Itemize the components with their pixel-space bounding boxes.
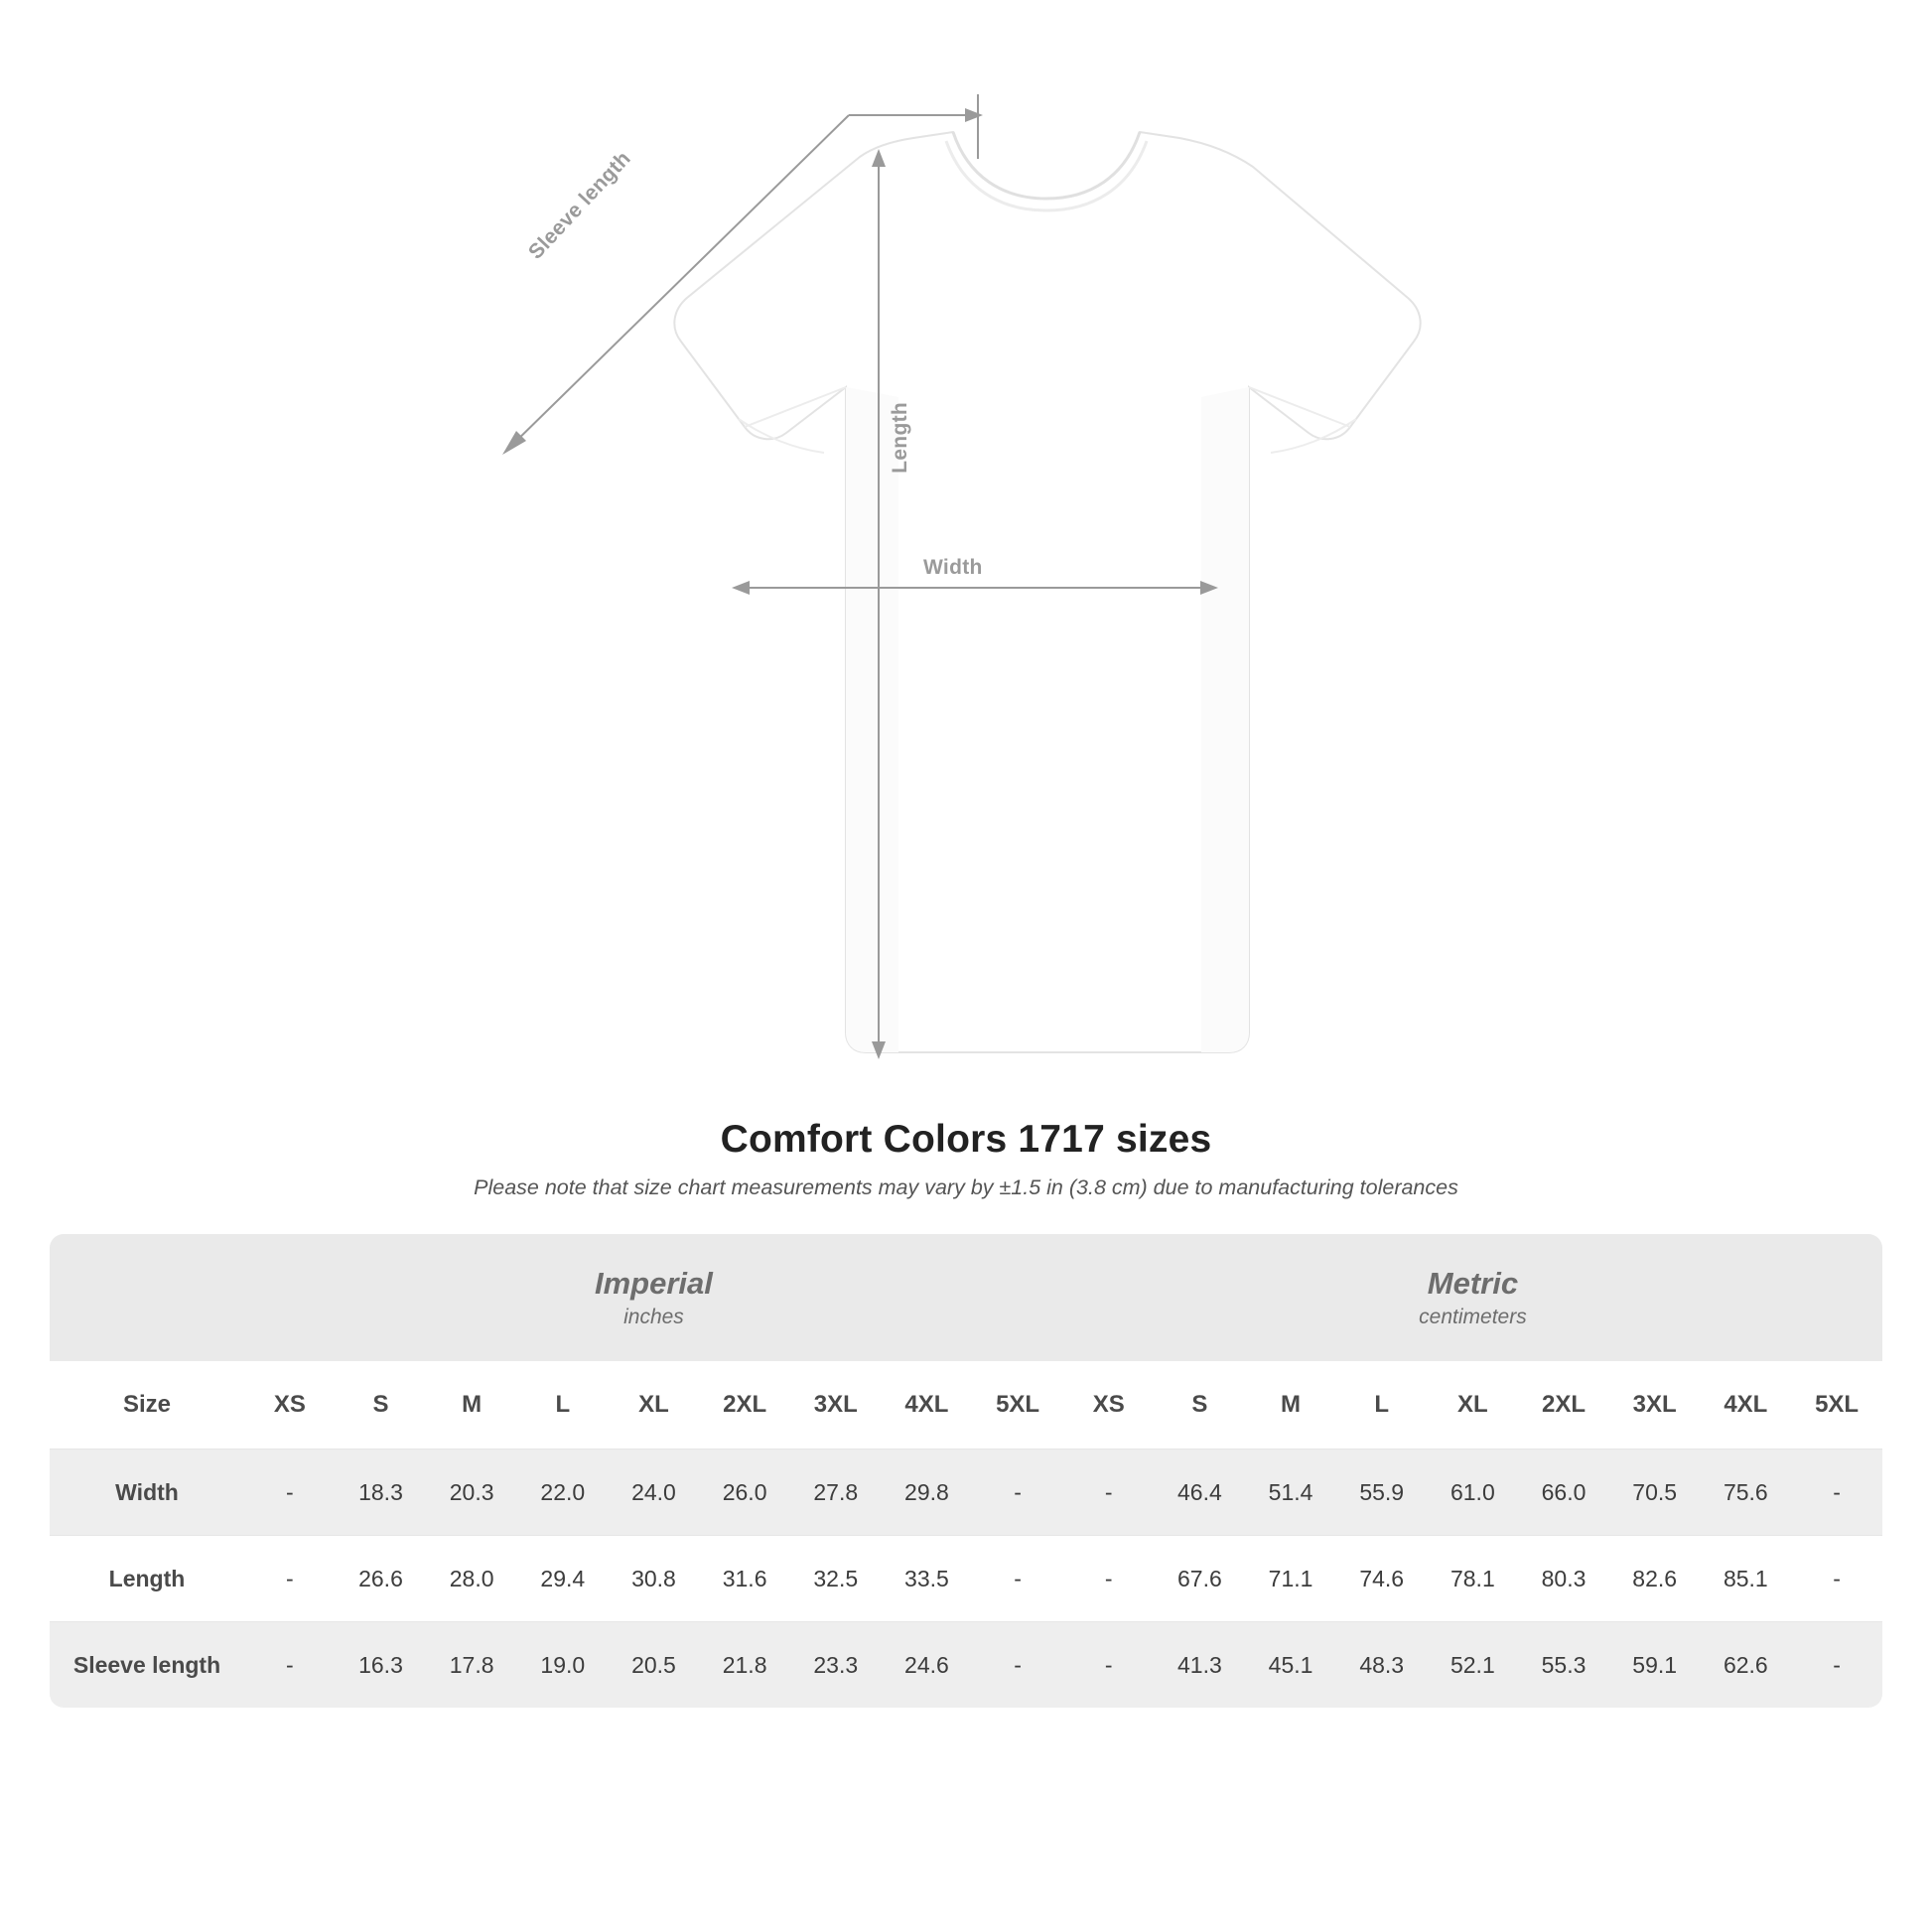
row-label-length: Length	[50, 1536, 244, 1622]
cell-length-imperial-s: 26.6	[336, 1536, 427, 1622]
cell-length-metric-5xl: -	[1791, 1536, 1882, 1622]
cell-width-metric-xl: 61.0	[1428, 1449, 1519, 1536]
cell-length-imperial-3xl: 32.5	[790, 1536, 882, 1622]
unit-header-metric	[1063, 1234, 1882, 1361]
cell-sleeve-imperial-3xl: 23.3	[790, 1622, 882, 1708]
cell-width-imperial-xs: -	[244, 1449, 336, 1536]
unit-name-metric: Metric	[1427, 1266, 1519, 1301]
cell-width-metric-3xl: 70.5	[1609, 1449, 1701, 1536]
size-header-imperial-l: L	[517, 1361, 609, 1449]
cell-length-imperial-xs: -	[244, 1536, 336, 1622]
size-header-metric-xl: XL	[1428, 1361, 1519, 1449]
cell-length-imperial-2xl: 31.6	[699, 1536, 790, 1622]
row-label-sleeve-length: Sleeve length	[50, 1622, 244, 1708]
cell-sleeve-imperial-l: 19.0	[517, 1622, 609, 1708]
units-row	[50, 1234, 1882, 1361]
cell-length-imperial-m: 28.0	[426, 1536, 517, 1622]
size-header-metric-m: M	[1245, 1361, 1336, 1449]
size-header-imperial-xs: XS	[244, 1361, 336, 1449]
size-header-imperial-4xl: 4XL	[882, 1361, 973, 1449]
table-row	[50, 1622, 1882, 1708]
cell-width-metric-xs: -	[1063, 1449, 1155, 1536]
cell-sleeve-imperial-5xl: -	[972, 1622, 1063, 1708]
tshirt-shape	[674, 132, 1420, 1052]
size-header-metric-l: L	[1336, 1361, 1428, 1449]
unit-sub-metric: centimeters	[1419, 1306, 1527, 1328]
cell-sleeve-metric-xl: 52.1	[1428, 1622, 1519, 1708]
cell-sleeve-metric-s: 41.3	[1155, 1622, 1246, 1708]
size-header-imperial-m: M	[426, 1361, 517, 1449]
cell-width-imperial-5xl: -	[972, 1449, 1063, 1536]
cell-width-metric-l: 55.9	[1336, 1449, 1428, 1536]
table-row	[50, 1449, 1882, 1536]
cell-sleeve-imperial-s: 16.3	[336, 1622, 427, 1708]
cell-length-metric-m: 71.1	[1245, 1536, 1336, 1622]
cell-sleeve-metric-l: 48.3	[1336, 1622, 1428, 1708]
units-corner-cell	[50, 1234, 244, 1361]
cell-sleeve-metric-4xl: 62.6	[1701, 1622, 1792, 1708]
cell-length-imperial-5xl: -	[972, 1536, 1063, 1622]
cell-width-imperial-xl: 24.0	[609, 1449, 700, 1536]
size-header-imperial-5xl: 5XL	[972, 1361, 1063, 1449]
unit-name-imperial: Imperial	[595, 1266, 713, 1301]
cell-length-metric-s: 67.6	[1155, 1536, 1246, 1622]
cell-sleeve-metric-5xl: -	[1791, 1622, 1882, 1708]
cell-length-metric-3xl: 82.6	[1609, 1536, 1701, 1622]
cell-length-metric-xl: 78.1	[1428, 1536, 1519, 1622]
cell-sleeve-metric-m: 45.1	[1245, 1622, 1336, 1708]
cell-width-imperial-4xl: 29.8	[882, 1449, 973, 1536]
cell-sleeve-imperial-4xl: 24.6	[882, 1622, 973, 1708]
size-header-imperial-2xl: 2XL	[699, 1361, 790, 1449]
table-row	[50, 1536, 1882, 1622]
cell-length-imperial-4xl: 33.5	[882, 1536, 973, 1622]
row-label-width: Width	[50, 1449, 244, 1536]
chart-heading	[0, 1118, 1932, 1200]
cell-length-imperial-l: 29.4	[517, 1536, 609, 1622]
size-header-imperial-3xl: 3XL	[790, 1361, 882, 1449]
cell-sleeve-metric-xs: -	[1063, 1622, 1155, 1708]
cell-length-metric-xs: -	[1063, 1536, 1155, 1622]
cell-sleeve-imperial-xs: -	[244, 1622, 336, 1708]
cell-sleeve-metric-2xl: 55.3	[1518, 1622, 1609, 1708]
chart-note: Please note that size chart measurements may vary by ±1.5 in (3.8 cm) due to manufacturing tolerances	[474, 1175, 1458, 1199]
cell-width-imperial-3xl: 27.8	[790, 1449, 882, 1536]
cell-width-metric-m: 51.4	[1245, 1449, 1336, 1536]
size-header-imperial-s: S	[336, 1361, 427, 1449]
cell-width-metric-5xl: -	[1791, 1449, 1882, 1536]
chart-title: Comfort Colors 1717 sizes	[720, 1118, 1212, 1161]
size-table-wrapper	[50, 1234, 1882, 1708]
size-header-label: Size	[50, 1361, 244, 1449]
size-header-metric-2xl: 2XL	[1518, 1361, 1609, 1449]
size-table	[50, 1234, 1882, 1708]
cell-width-metric-s: 46.4	[1155, 1449, 1246, 1536]
sleeve-length-label: Sleeve length	[524, 147, 635, 264]
width-label: Width	[923, 556, 983, 579]
size-header-metric-3xl: 3XL	[1609, 1361, 1701, 1449]
size-header-metric-xs: XS	[1063, 1361, 1155, 1449]
cell-sleeve-imperial-xl: 20.5	[609, 1622, 700, 1708]
cell-length-imperial-xl: 30.8	[609, 1536, 700, 1622]
size-header-row	[50, 1361, 1882, 1449]
cell-length-metric-2xl: 80.3	[1518, 1536, 1609, 1622]
unit-sub-imperial: inches	[623, 1306, 684, 1328]
size-header-metric-4xl: 4XL	[1701, 1361, 1792, 1449]
length-label: Length	[889, 402, 911, 474]
size-header-imperial-xl: XL	[609, 1361, 700, 1449]
cell-sleeve-metric-3xl: 59.1	[1609, 1622, 1701, 1708]
size-header-metric-s: S	[1155, 1361, 1246, 1449]
cell-width-imperial-m: 20.3	[426, 1449, 517, 1536]
unit-header-imperial	[244, 1234, 1063, 1361]
cell-width-imperial-s: 18.3	[336, 1449, 427, 1536]
cell-width-metric-4xl: 75.6	[1701, 1449, 1792, 1536]
cell-length-metric-4xl: 85.1	[1701, 1536, 1792, 1622]
cell-width-metric-2xl: 66.0	[1518, 1449, 1609, 1536]
cell-sleeve-imperial-2xl: 21.8	[699, 1622, 790, 1708]
cell-width-imperial-l: 22.0	[517, 1449, 609, 1536]
cell-sleeve-imperial-m: 17.8	[426, 1622, 517, 1708]
cell-length-metric-l: 74.6	[1336, 1536, 1428, 1622]
cell-width-imperial-2xl: 26.0	[699, 1449, 790, 1536]
size-header-metric-5xl: 5XL	[1791, 1361, 1882, 1449]
